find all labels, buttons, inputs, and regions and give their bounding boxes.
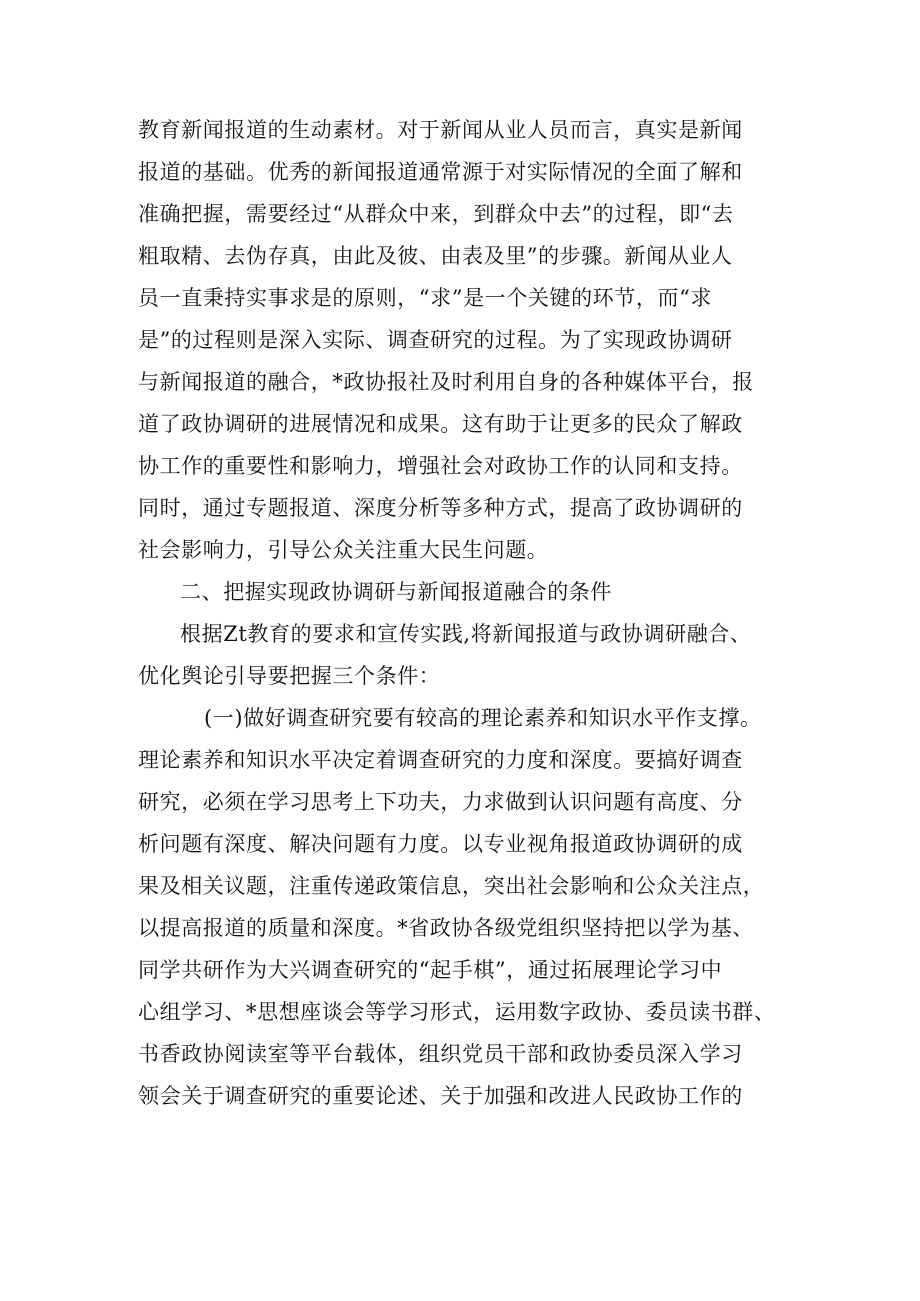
text-line: 书香政协阅读室等平台载体，组织党员干部和政协委员深入学习: [138, 1042, 743, 1066]
text-line: 研究，必须在学习思考上下功夫，力求做到认识问题有高度、分: [138, 790, 743, 814]
text-line: 员一直秉持实事求是的原则，“求”是一个关键的环节，而“求: [138, 286, 713, 310]
text-line: 协工作的重要性和影响力，增强社会对政协工作的认同和支持。: [138, 454, 743, 478]
text-line: 报道的基础。优秀的新闻报道通常源于对实际情况的全面了解和: [138, 160, 743, 184]
text-line: 析问题有深度、解决问题有力度。以专业视角报道政协调研的成: [138, 832, 743, 856]
text-line: 同学共研作为大兴调查研究的“起手棋”，通过拓展理论学习中: [138, 958, 723, 982]
section-heading: 二、把握实现政协调研与新闻报道融合的条件: [180, 580, 612, 604]
text-line: 根据Zt教育的要求和宣传实践,将新闻报道与政协调研融合、: [180, 622, 752, 646]
text-line: 准确把握，需要经过“从群众中来，到群众中去”的过程，即“去: [138, 202, 734, 226]
subsection-heading: (一)做好调查研究要有较高的理论素养和知识水平作支撑。: [204, 706, 762, 730]
text-line: 领会关于调查研究的重要论述、关于加强和改进人民政协工作的: [138, 1084, 743, 1108]
text-line: 社会影响力，引导公众关注重大民生问题。: [138, 538, 549, 562]
text-line: 以提高报道的质量和深度。*省政协各级党组织坚持把以学为基、: [138, 916, 754, 940]
text-line: 同时，通过专题报道、深度分析等多种方式，提高了政协调研的: [138, 496, 743, 520]
document-body: [138, 109, 798, 1117]
text-line: 理论素养和知识水平决定着调查研究的力度和深度。要搞好调查: [138, 748, 743, 772]
text-line: 教育新闻报道的生动素材。对于新闻从业人员而言，真实是新闻: [138, 118, 743, 142]
text-line: 与新闻报道的融合，*政协报社及时利用自身的各种媒体平台，报: [138, 370, 754, 394]
text-line: 粗取精、去伪存真，由此及彼、由表及里”的步骤。新闻从业人: [138, 244, 733, 268]
text-line: 道了政协调研的进展情况和成果。这有助于让更多的民众了解政: [138, 412, 743, 436]
text-line: 果及相关议题，注重传递政策信息，突出社会影响和公众关注点，: [138, 874, 765, 898]
text-line: 心组学习、*思想座谈会等学习形式，运用数字政协、委员读书群、: [138, 1000, 776, 1024]
text-line: 优化舆论引导要把握三个条件：: [138, 664, 441, 688]
text-line: 是”的过程则是深入实际、调查研究的过程。为了实现政协调研: [138, 328, 733, 352]
